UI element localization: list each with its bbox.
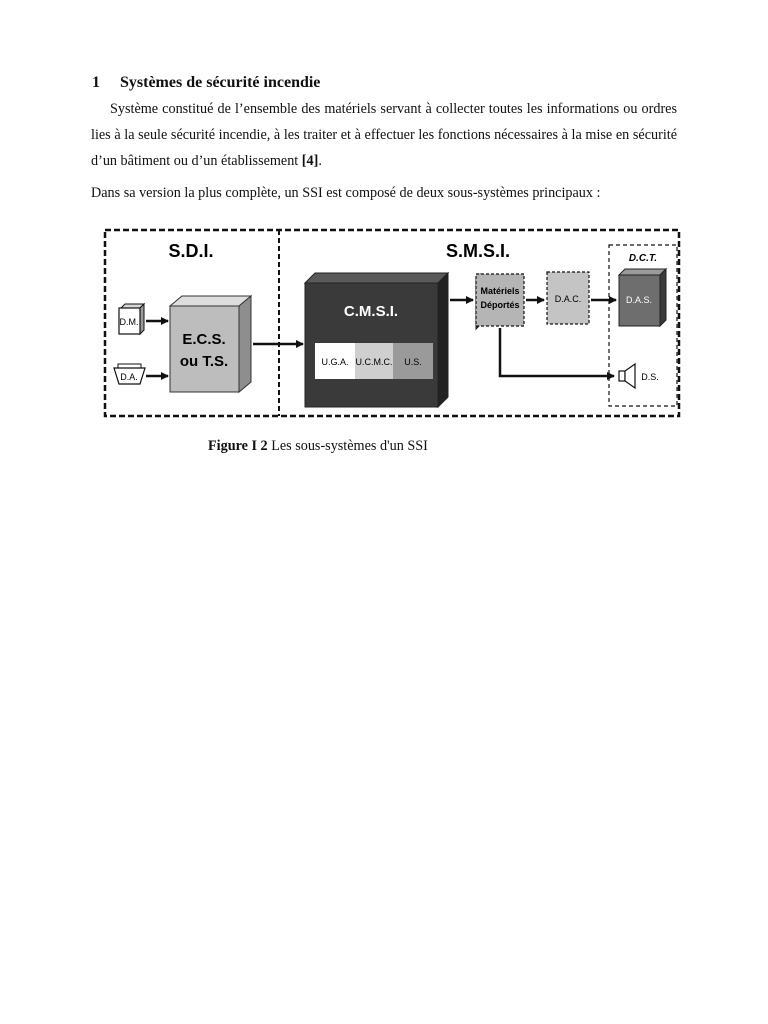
cmsi-label: C.M.S.I. [343, 303, 399, 320]
ucmc-label: U.C.M.C. [355, 357, 393, 367]
section-title: Systèmes de sécurité incendie [120, 74, 321, 91]
intro-paragraph [91, 96, 677, 174]
smsi-label: S.M.S.I. [445, 241, 511, 261]
materiels-label-line2: Déportés [480, 300, 520, 310]
section-heading [92, 74, 320, 92]
ds-label: D.S. [641, 372, 659, 382]
da-detector [114, 364, 145, 384]
composition-paragraph: Dans sa version la plus complète, un SSI est composé de deux sous-systèmes principaux : [91, 185, 601, 201]
materiels-deportes-box [476, 274, 524, 329]
materiels-label-line1: Matériels [480, 286, 520, 296]
figure-number: Figure I 2 [208, 438, 268, 454]
ecs-label-line2: ou T.S. [179, 353, 229, 370]
intro-text: Système constitué de l’ensemble des matériels servant à collecter toutes les informations ou ordres lies à la seule sécurité incendie, à les traiter et à effectuer les fonctions nécessaires à la mise en sécurité d’un bâtiment ou d’un établissement [91, 101, 677, 169]
intro-text-end: . [318, 153, 322, 169]
ssi-diagram [103, 226, 683, 422]
cmsi-box [305, 273, 448, 407]
das-box [619, 269, 666, 326]
figure-caption [208, 438, 428, 455]
us-label: U.S. [404, 357, 422, 367]
ecs-label-line1: E.C.S. [182, 331, 226, 348]
dac-box [547, 272, 589, 324]
uga-label: U.G.A. [321, 357, 349, 367]
dac-label: D.A.C. [554, 294, 582, 304]
reference-citation: [4] [301, 153, 319, 169]
section-number: 1 [92, 74, 100, 91]
figure-caption-text: Les sous-systèmes d'un SSI [267, 438, 428, 454]
da-label: D.A. [120, 372, 138, 382]
das-label: D.A.S. [625, 295, 653, 305]
dct-label: D.C.T. [628, 253, 658, 264]
sdi-label: S.D.I. [168, 241, 214, 261]
ds-speaker-icon [619, 364, 659, 388]
ecs-box [170, 296, 251, 392]
dm-label: D.M. [119, 317, 139, 327]
dm-box [119, 304, 144, 334]
materiels-to-ds-arrow [500, 328, 614, 376]
